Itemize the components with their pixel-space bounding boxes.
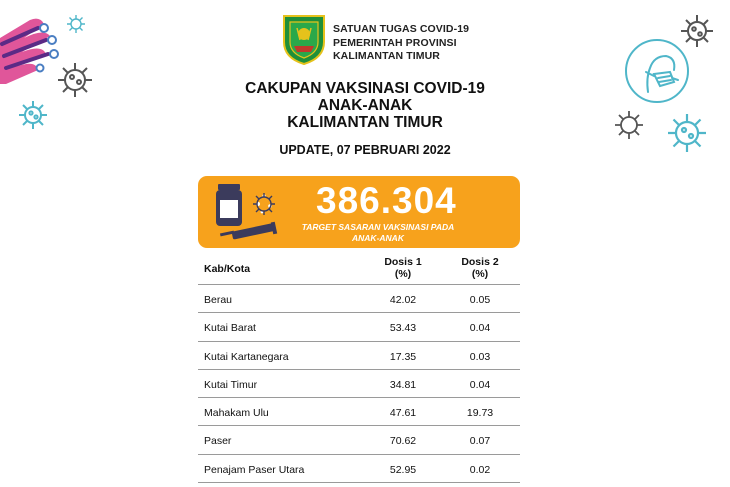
virus-icon <box>612 108 646 142</box>
header-dose2-unit: (%) <box>471 268 489 280</box>
table-row <box>198 370 520 398</box>
vaccination-table <box>198 254 520 483</box>
header-dose2 <box>445 256 515 280</box>
dose1-cell: 70.62 <box>389 435 417 448</box>
header-dose2-label: Dosis 2 <box>461 256 499 268</box>
dose1-cell: 42.02 <box>389 294 417 306</box>
title-line-3: KALIMANTAN TIMUR <box>287 114 443 131</box>
table-body <box>198 284 520 483</box>
table-row <box>198 398 520 426</box>
vaccine-vial-syringe-icon <box>210 182 284 244</box>
table-row <box>198 426 520 454</box>
title-line-2: ANAK-ANAK <box>317 97 413 114</box>
region-cell: Paser <box>204 435 232 448</box>
virus-icon <box>664 110 710 156</box>
virus-icon <box>66 14 86 34</box>
province-emblem-logo <box>281 12 327 66</box>
header-dose1-unit: (%) <box>394 268 412 280</box>
target-banner <box>198 176 520 248</box>
target-number: 386.304 <box>316 180 457 221</box>
region-cell: Kutai Kartanegara <box>204 350 289 363</box>
target-label-line-2: ANAK-ANAK <box>352 232 404 243</box>
table-header <box>198 254 520 284</box>
dose2-cell: 0.05 <box>469 294 491 306</box>
target-label-line-1: TARGET SASARAN VAKSINASI PADA <box>301 222 455 232</box>
org-line-2: PEMERINTAH PROVINSI <box>333 36 457 49</box>
virus-icon <box>16 98 50 132</box>
table-row <box>198 285 520 313</box>
dose2-cell: 0.04 <box>469 322 491 335</box>
target-label <box>284 222 472 243</box>
dose2-cell: 19.73 <box>466 407 494 420</box>
header-region: Kab/Kota <box>204 263 251 275</box>
dose1-cell: 34.81 <box>389 378 417 391</box>
header-dose1-label: Dosis 1 <box>384 256 422 268</box>
dose2-cell: 0.02 <box>469 463 491 476</box>
title-line-1: CAKUPAN VAKSINASI COVID-19 <box>245 80 485 97</box>
region-cell: Penajam Paser Utara <box>204 463 305 476</box>
dose1-cell: 52.95 <box>389 463 417 476</box>
header-dose1 <box>368 256 438 280</box>
region-cell: Kutai Barat <box>204 322 256 335</box>
page-title <box>180 80 550 131</box>
org-line-1: SATUAN TUGAS COVID-19 <box>333 23 470 35</box>
dose2-cell: 0.07 <box>469 435 491 448</box>
table-row <box>198 313 520 341</box>
region-cell: Kutai Timur <box>204 378 258 391</box>
dose2-cell: 0.04 <box>469 378 491 391</box>
dose1-cell: 17.35 <box>389 350 417 363</box>
dose1-cell: 53.43 <box>389 322 417 335</box>
dose1-cell: 47.61 <box>389 407 417 420</box>
region-cell: Berau <box>204 294 233 306</box>
update-date: UPDATE, 07 PEBRUARI 2022 <box>279 143 451 157</box>
virus-icon <box>55 60 95 100</box>
organization-name <box>333 23 469 64</box>
region-cell: Mahakam Ulu <box>204 407 269 420</box>
dose2-cell: 0.03 <box>469 350 491 363</box>
table-row <box>198 342 520 370</box>
table-row <box>198 455 520 483</box>
mask-person-icon <box>624 38 690 104</box>
org-line-3: KALIMANTAN TIMUR <box>333 50 440 62</box>
